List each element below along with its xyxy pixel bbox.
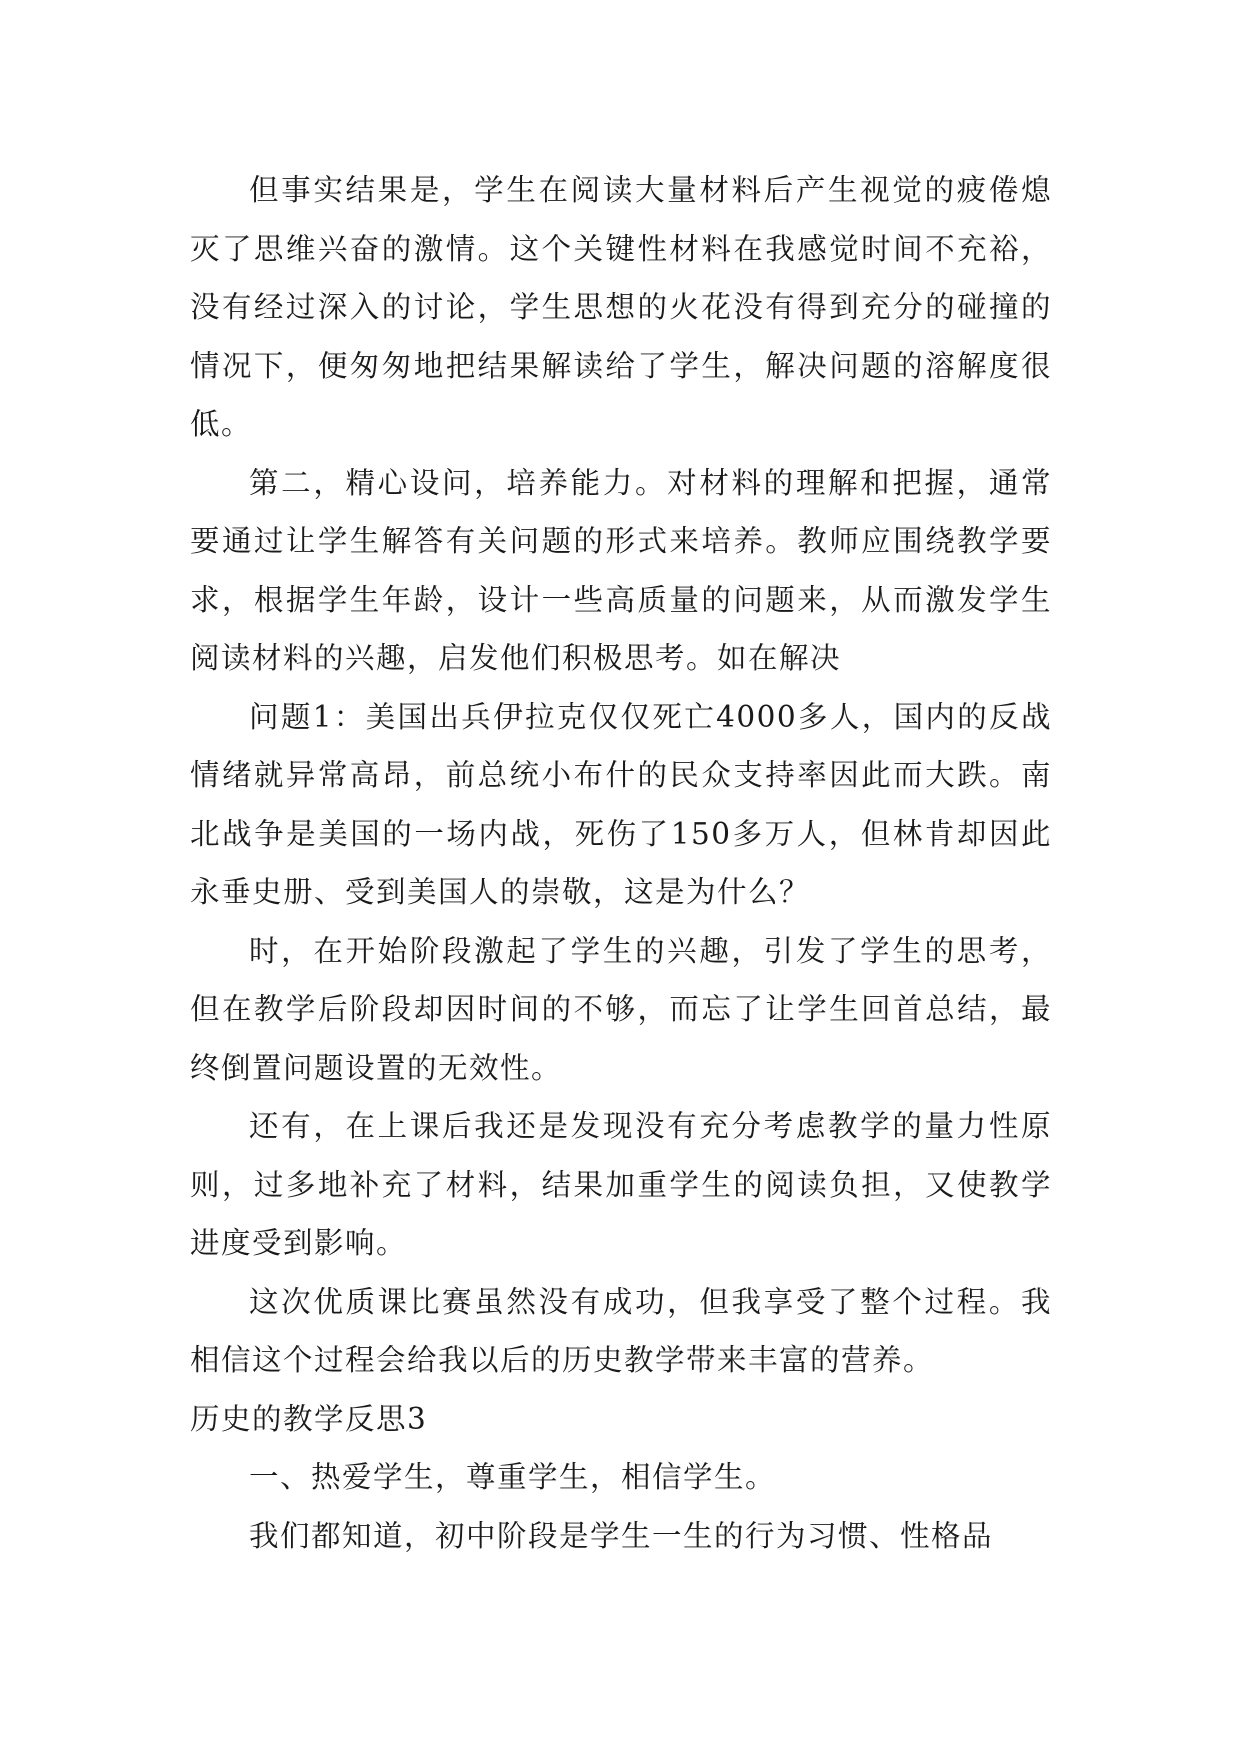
- paragraph-questioning: 第二，精心设问，培养能力。对材料的理解和把握，通常要通过让学生解答有关问题的形式来培养。教师应围绕教学要求，根据学生年龄，设计一些高质量的问题来，从而激发学生阅读材料的兴趣，启发他们积极思考。如在解决: [190, 465, 1052, 675]
- paragraph-competition-reflection: 这次优质课比赛虽然没有成功，但我享受了整个过程。我相信这个过程会给我以后的历史教学带来丰富的营养。: [190, 1284, 1052, 1377]
- paragraph-reading-fatigue: 但事实结果是，学生在阅读大量材料后产生视觉的疲倦熄灭了思维兴奋的激情。这个关键性材料在我感觉时间不充裕，没有经过深入的讨论，学生思想的火花没有得到充分的碰撞的情况下，便匆匆地把结果解读给了学生，解决问题的溶解度很低。: [190, 173, 1052, 441]
- paragraph-material-overload: 还有，在上课后我还是发现没有充分考虑教学的量力性原则，过多地补充了材料，结果加重学生的阅读负担，又使教学进度受到影响。: [190, 1109, 1052, 1260]
- document-body: [190, 161, 1052, 1565]
- section-heading: 历史的教学反思3: [190, 1401, 428, 1436]
- paragraph-time-shortage: 时，在开始阶段激起了学生的兴趣，引发了学生的思考，但在教学后阶段却因时间的不够，而忘了让学生回首总结，最终倒置问题设置的无效性。: [190, 933, 1052, 1085]
- paragraph-junior-high: 我们都知道，初中阶段是学生一生的行为习惯、性格品: [249, 1518, 994, 1553]
- paragraph-love-students: 一、热爱学生，尊重学生，相信学生。: [249, 1460, 777, 1494]
- paragraph-question-1: 问题1：美国出兵伊拉克仅仅死亡4000多人，国内的反战情绪就异常高昂，前总统小布什的民众支持率因此而大跌。南北战争是美国的一场内战，死伤了150多万人，但林肯却因此永垂史册、受到美国人的崇敬，这是为什么？: [190, 699, 1052, 909]
